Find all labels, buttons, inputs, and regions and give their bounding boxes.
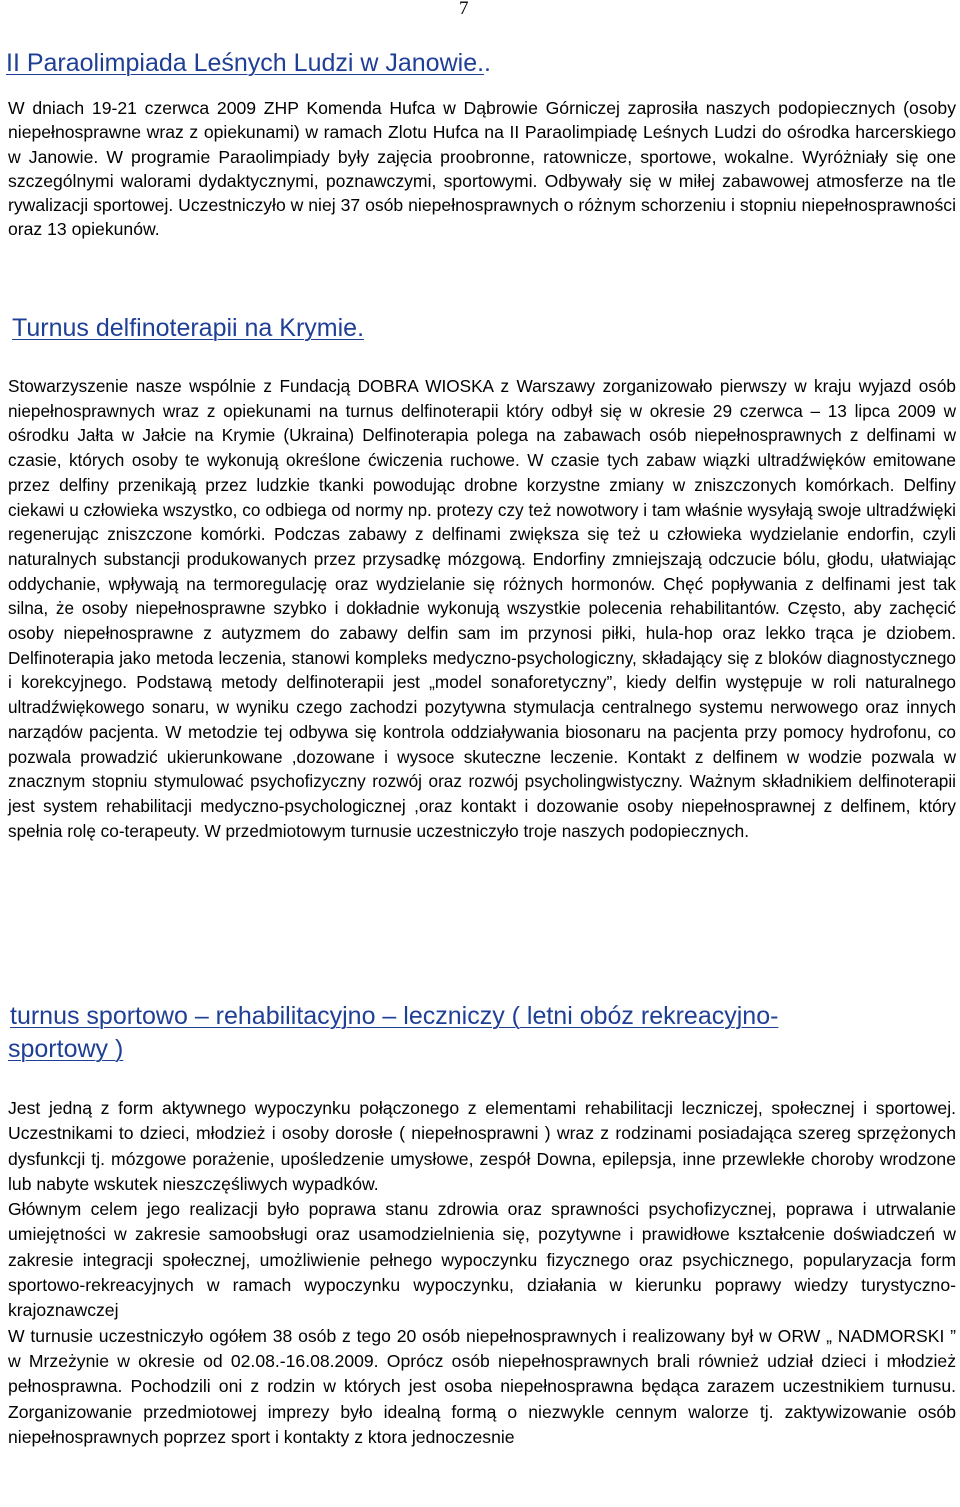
section-title-paraolimpiada-text: II Paraolimpiada Leśnych Ludzi w Janowie.	[6, 49, 485, 77]
paragraph-delfinoterapia	[8, 374, 956, 843]
paragraph-turnus-sportowy-3: W turnusie uczestniczyło ogółem 38 osób z tego 20 osób niepełnosprawnych i realizowany był w ORW „ NADMORSKI ” w Mrzeżynie w okresie od 02.08.-16.08.2009. Oprócz osób niepełnosprawnych brali również udział dzieci i młodzież pełnosprawna. Pochodzili oni z rodzin w których jest osoba niepełnosprawna będąca zarazem uczestnikiem turnusu. Zorganizowanie przedmiotowej imprezy było idealną formą o niezwykle cennym walorze tj. zaktywizowanie osób niepełnosprawnych poprzez sport i kontakty z ktora jednoczesnie	[8, 1325, 956, 1447]
paragraph-turnus-sportowy	[8, 1096, 956, 1450]
section-title-turnus-sportowy-line1[interactable]: turnus sportowo – rehabilitacyjno – leczniczy ( letni obóz rekreacyjno-	[10, 1002, 779, 1030]
paragraph-paraolimpiada-text: W dniach 19-21 czerwca 2009 ZHP Komenda Hufca w Dąbrowie Górniczej zaprosiła naszych podopiecznych (osoby niepełnosprawne wraz z opiekunami) w ramach Zlotu Hufca na II Paraolimpiadę Leśnych Ludzi do ośrodka harcerskiego w Janowie. W programie Paraolimpiady były zajęcia proobronne, ratownicze, sportowe, wokalne. Wyróżniały się one szczególnymi walorami dydaktycznymi, poznawczymi, sportowymi. Odbywały się w miłej zabawowej atmosferze na tle rywalizacji sportowej. Uczestniczyło w niej 37 osób niepełnosprawnych o różnym schorzeniu i stopniu niepełnosprawności oraz 13 opiekunów.	[8, 98, 956, 240]
paragraph-turnus-sportowy-2: Głównym celem jego realizacji było poprawa stanu zdrowia oraz sprawności psychofizycznej, poprawa i utrwalanie umiejętności w zakresie samoobsługi oraz usamodzielnienia się, pozytywne i prawidłowe kształcenie doświadczeń w zakresie integracji społecznej, umożliwienie pełnego wypoczynku fizycznego oraz psychicznego, popularyzacja form sportowo-rekreacyjnych w ramach wypoczynku wypoczynku, działania w kierunku poprawy wiedzy turystyczno-krajoznawczej	[8, 1199, 956, 1321]
paragraph-paraolimpiada	[8, 96, 956, 242]
paragraph-delfinoterapia-text: Stowarzyszenie nasze wspólnie z Fundacją DOBRA WIOSKA z Warszawy zorganizowało pierwszy w kraju wyjazd osób niepełnosprawnych wraz z opiekunami na turnus delfinoterapii który odbył się w okresie 29 czerwca – 13 lipca 2009 w ośrodku Jałta w Jałcie na Krymie (Ukraina) Delfinoterapia polega na zabawach osób niepełnosprawnych z delfinami w czasie, których osoby te wykonują określone ćwiczenia ruchowe. W czasie tych zabaw wiązki ultradźwięków emitowane przez delfiny przenikają przez ludzkie tkanki powodując drobne korzystne zmiany w zniszczonych komórkach. Delfiny ciekawi u człowieka wszystko, co odbiega od normy np. protezy czy też nowotwory i tam właśnie wysyłają swoje ultradźwięki regenerując zniszczone komórki. Podczas zabawy z delfinami zwiększa się też u człowieka wydzielanie endorfin, czyli naturalnych substancji produkowanych przez przysadkę mózgową. Endorfiny zmniejszają odczucie bólu, głodu, ułatwiając oddychanie, wpływają na termoregulację oraz wydzielanie się różnych hormonów. Chęć popływania z delfinami jest tak silna, że osoby niepełnosprawne szybko i dokładnie wykonują wszystkie polecenia rehabilitantów. Często, aby zachęcić osoby niepełnosprawne z autyzmem do zabawy delfin sam im przynosi piłki, hula-hop oraz lekko trąca je dziobem. Delfinoterapia jako metoda leczenia, stanowi kompleks medyczno-psychologiczny, składający się z bloków diagnostycznego i korekcyjnego. Podstawą metody delfinoterapii jest „model sonaforetyczny”, kiedy delfin występuje w roli naturalnego ultradźwiękowego sonaru, w wyniku czego zachodzi pozytywna stymulacja centralnego systemu nerwowego oraz innych narządów pacjenta. W metodzie tej odbywa się kontrola oddziaływania biosonaru na pacjenta przy pomocy hydrofonu, co pozwala prowadzić ukierunkowane ,dozowane i wysoce skuteczne leczenie. Kontakt z delfinem w wodzie pozwala w znacznym stopniu stymulować psychofizyczny rozwój oraz rozwój psycholingwistyczny. Ważnym składnikiem delfinoterapii jest system rehabilitacji medyczno-psychologicznej ,oraz kontakt i dozowanie osoby niepełnosprawnej z delfinem, który spełnia rolę co-terapeuty. W przedmiotowym turnusie uczestniczyło troje naszych podopiecznych.	[8, 376, 956, 841]
paragraph-turnus-sportowy-1: Jest jedną z form aktywnego wypoczynku połączonego z elementami rehabilitacji leczniczej, społecznej i sportowej. Uczestnikami to dzieci, młodzież i osoby dorosłe ( niepełnosprawni ) wraz z rodzinami posiadająca szereg sprzężonych dysfunkcji tj. mózgowe porażenie, upośledzenie umysłowe, zespół Downa, epilepsja, inne przewlekłe choroby wrodzone lub nabyte wskutek nieszczęśliwych wypadków.	[8, 1098, 956, 1194]
section-title-trailing-dot: .	[484, 49, 491, 77]
section-title-turnus-sportowy-line2[interactable]: sportowy )	[8, 1035, 124, 1063]
section-title-paraolimpiada[interactable]	[6, 48, 491, 78]
page-number: 7	[459, 0, 469, 19]
section-title-delfinoterapia[interactable]: Turnus delfinoterapii na Krymie.	[12, 314, 365, 342]
